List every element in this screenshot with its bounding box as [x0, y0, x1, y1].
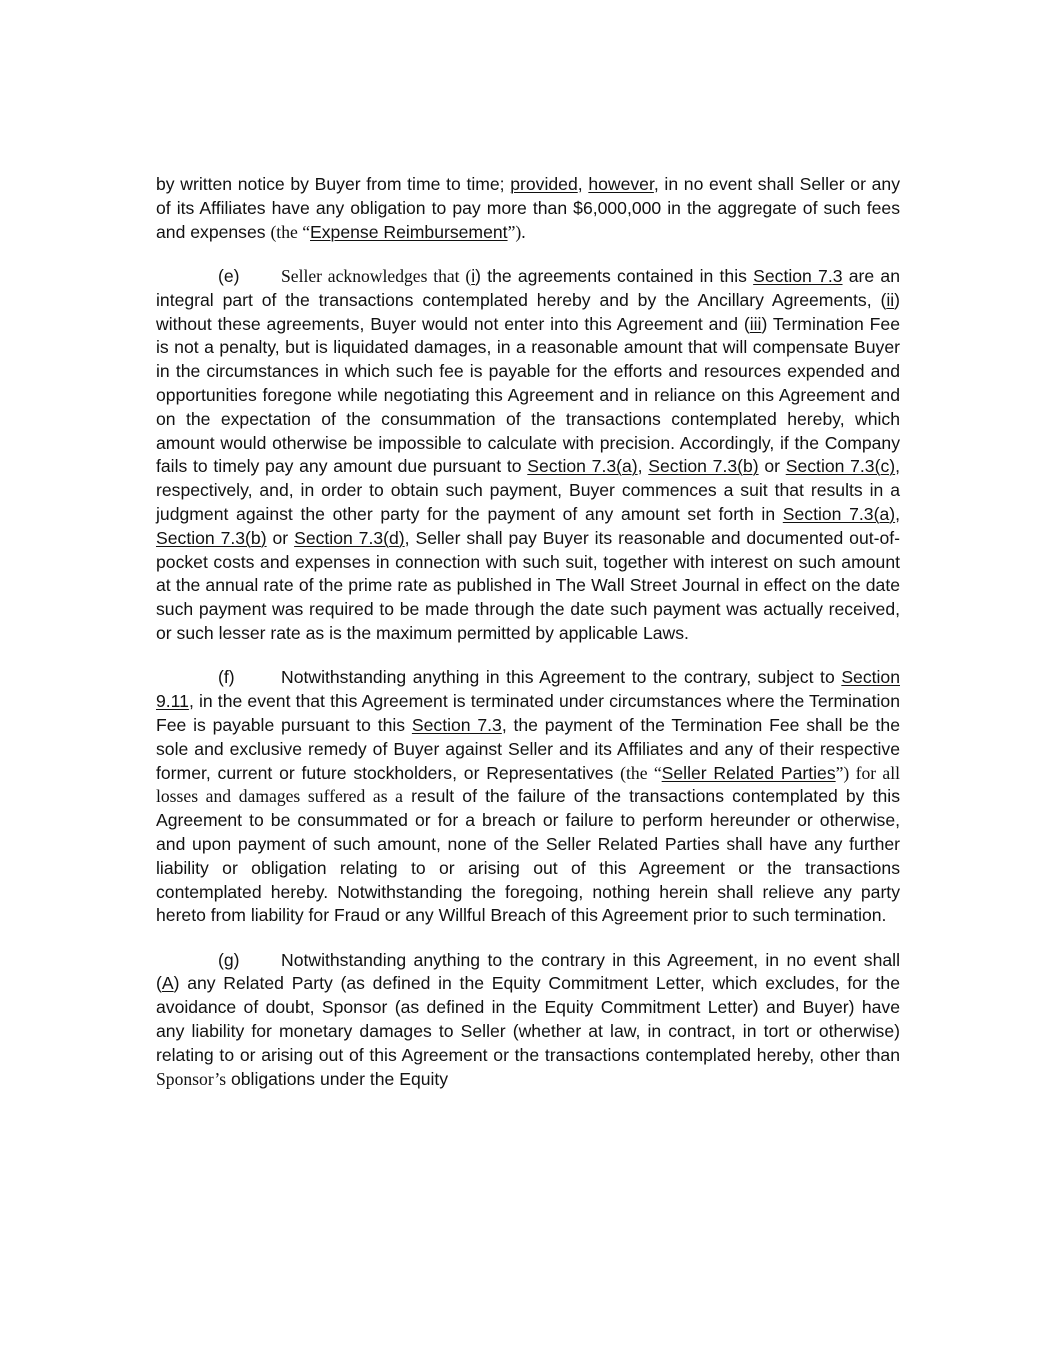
text-run: ) Termination Fee is not a penalty, but is liquidated damages, in a reasonable amount that will compensate Buyer in the circumstances in which such fee is payable for the efforts and resources expended and opportunities foregone while negotiating this Agreement and in reliance on this Agreement and on the expectation of the consummation of the transactions contemplated hereby, which amount would otherwise be impossible to calculate with precision. Accordingly, if the Company fails to timely pay any amount due pursuant to [156, 313, 900, 477]
text-run: , in the event that this Agreement is terminated under circumstances where the Termination Fee is payable pursuant to this [156, 691, 900, 735]
defined-term-reference: Section 7.3(b) [648, 456, 759, 477]
text-run: ) without these agreements, Buyer would not enter into this Agreement and ( [156, 289, 900, 334]
paragraph-marker: (e) [218, 265, 240, 286]
text-run: obligations under the Equity [226, 1068, 449, 1089]
text-run: Seller acknowledges that ( [281, 265, 472, 286]
text-run: result of the failure of the transactions contemplated by this Agreement to be consummated or for a breach or failure to perform hereunder or otherwise, and upon payment of such amount, none of the Seller Related Parties shall have any further liability or obligation relating to or arising out of this Agreement or the transactions contemplated hereby. Notwithstanding the foregoing, nothing herein shall relieve any party hereto from liability for Fraud or any Willful Breach of this Agreement prior to such termination. [156, 786, 900, 926]
text-run: , respectively, and, in order to obtain such payment, Buyer commences a suit that results in a judgment against the other party for the payment of any amount set forth in [156, 456, 900, 524]
defined-term-reference: provided [510, 174, 578, 194]
text-run: , Seller shall pay Buyer its reasonable and documented out-of-pocket costs and expenses in connection with such suit, together with interest on such amount at the annual rate of the prime rate as published in The Wall Street Journal in effect on the date such payment was required to be made through the date such payment was actually received, or such lesser rate as is the maximum permitted by applicable Laws. [156, 527, 901, 643]
text-run: , [895, 503, 900, 524]
text-run: are an integral part of the transactions contemplated hereby and by the Ancillary Agreements, ( [156, 265, 901, 310]
paragraph-f [156, 666, 900, 928]
paragraph-marker: (f) [218, 667, 235, 688]
defined-term-reference: Section 7.3(b) [156, 527, 267, 548]
text-run: , [637, 456, 649, 477]
paragraph-continuation [156, 173, 900, 244]
defined-term-reference: Section 7.3 [753, 265, 843, 286]
defined-term-reference: ii [886, 289, 895, 310]
defined-term-reference: i [471, 265, 476, 286]
text-run: , in no event shall Seller or any of its Affiliates have any obligation to pay more than $6,000,000 in the aggregate of such fees and expenses [156, 174, 900, 242]
defined-term-reference: Section 7.3(a) [782, 503, 896, 524]
paragraph-g [156, 949, 900, 1092]
defined-term-reference: Section 7.3(a) [527, 456, 638, 477]
text-run: (the “ [620, 762, 662, 783]
defined-term-reference: Section 9.11 [156, 667, 900, 712]
defined-term-reference: Section 7.3(c) [785, 456, 896, 477]
text-run: (the “ [270, 221, 311, 242]
text-run: ”) for all losses and damages suffered as a [156, 762, 901, 807]
text-run: Notwithstanding anything in this Agreement to the contrary, subject to [281, 667, 842, 688]
defined-term-reference: iii [749, 313, 762, 334]
defined-term-reference: however [588, 174, 654, 194]
paragraph-e [156, 265, 900, 646]
defined-term-reference: Seller Related Parties [661, 762, 836, 783]
text-run: by written notice by Buyer from time to time; [156, 174, 511, 194]
document-body [156, 173, 900, 1112]
text-run: , [577, 174, 589, 194]
defined-term-reference: Section 7.3(d) [294, 527, 405, 548]
defined-term-reference: A [161, 973, 174, 994]
text-run: ) the agreements contained in this [475, 265, 754, 286]
text-run: or [266, 527, 295, 548]
text-run: Sponsor’s [156, 1068, 227, 1089]
text-run: or [758, 456, 786, 477]
text-run: ”). [507, 221, 526, 242]
paragraph-marker: (g) [218, 949, 240, 970]
text-run: ) any Related Party (as defined in the Equity Commitment Letter, which excludes, for the avoidance of doubt, Sponsor (as defined in the Equity Commitment Letter) and Buyer) have any liability for monetary damages to Seller (whether at law, in contract, in tort or otherwise) relating to or arising out of this Agreement or the transactions contemplated hereby, other than [156, 973, 900, 1065]
defined-term-reference: Expense Reimbursement [310, 221, 508, 242]
text-run: , the payment of the Termination Fee shall be the sole and exclusive remedy of Buyer against Seller and its Affiliates and any of their respective former, current or future stockholders, or Representatives [156, 714, 901, 783]
defined-term-reference: Section 7.3 [411, 714, 502, 735]
text-run: Notwithstanding anything to the contrary in this Agreement, in no event shall ( [156, 949, 900, 994]
